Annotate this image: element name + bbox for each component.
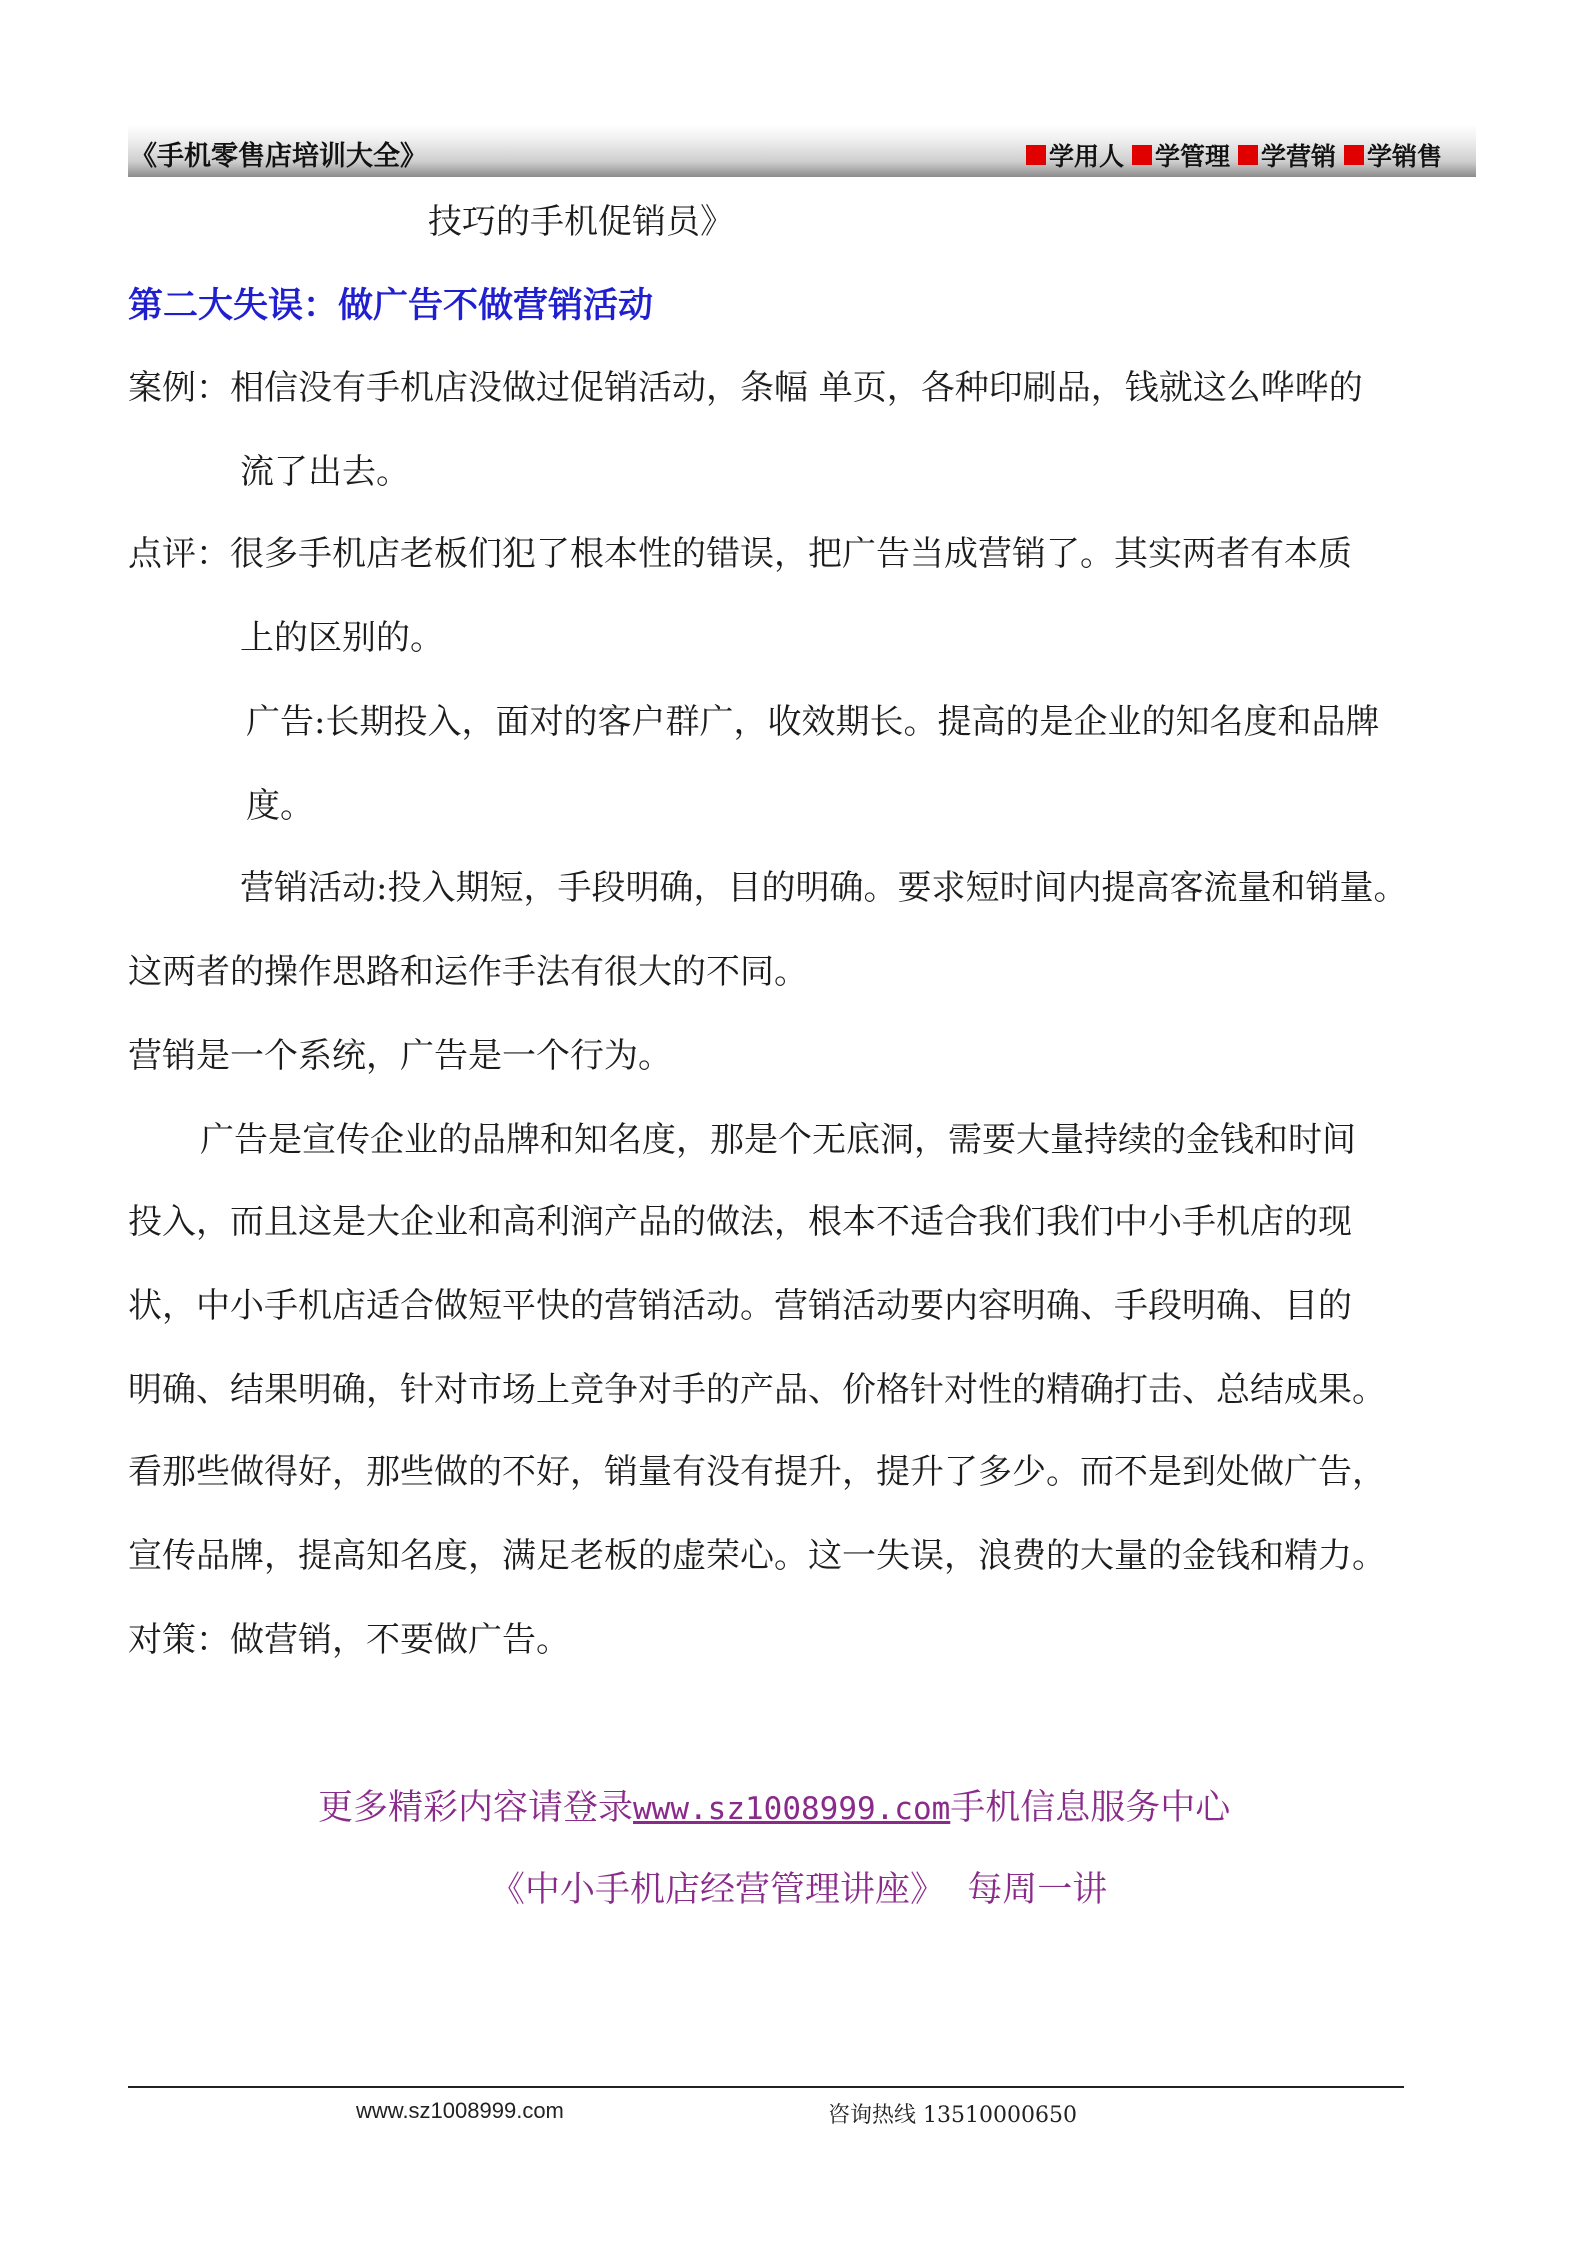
footer-website: www.sz1008999.com: [356, 2098, 564, 2123]
document-header: [128, 125, 1476, 177]
paragraph-line: 看那些做得好，那些做的不好，销量有没有提升，提升了多少。而不是到处做广告，: [128, 1452, 1386, 1492]
header-tag-label: 学用人: [1048, 142, 1124, 171]
promo-prefix: 更多精彩内容请登录: [318, 1788, 634, 1828]
paragraph-line: 广告是宣传企业的品牌和知名度，那是个无底洞，需要大量持续的金钱和时间: [200, 1120, 1356, 1160]
promo-line: [318, 1786, 1230, 1831]
header-tag-label: 学销售: [1366, 142, 1442, 171]
strategy-line: 对策：做营销，不要做广告。: [128, 1620, 570, 1660]
header-tag-marketing: [1238, 137, 1336, 173]
header-tags: [1018, 137, 1442, 173]
marketing-definition-line: 营销活动:投入期短，手段明确，目的明确。要求短时间内提高客流量和销量。: [240, 868, 1408, 908]
paragraph-line: 宣传品牌，提高知名度，满足老板的虚荣心。这一失误，浪费的大量的金钱和精力。: [128, 1536, 1386, 1576]
paragraph-line: 明确、结果明确，针对市场上竞争对手的产品、价格针对性的精确打击、总结成果。: [128, 1370, 1386, 1410]
paragraph-line: 投入，而且这是大企业和高利润产品的做法，根本不适合我们我们中小手机店的现: [128, 1202, 1352, 1242]
footer-hotline: 咨询热线 13510000650: [828, 2103, 1077, 2128]
continued-title: 技巧的手机促销员》: [428, 202, 734, 242]
header-tag-management: [1132, 137, 1230, 173]
footer-divider: [128, 2086, 1404, 2088]
review-line-2: 上的区别的。: [240, 618, 444, 658]
paragraph-line: 状，中小手机店适合做短平快的营销活动。营销活动要内容明确、手段明确、目的: [128, 1286, 1352, 1326]
case-line-1: 案例：相信没有手机店没做过促销活动，条幅 单页，各种印刷品，钱就这么哗哗的: [128, 368, 1363, 408]
header-tag-sales: [1344, 137, 1442, 173]
red-square-icon: [1344, 145, 1364, 165]
lecture-line: 《中小手机店经营管理讲座》 每周一讲: [490, 1870, 1108, 1910]
header-tag-label: 学营销: [1260, 142, 1336, 171]
difference-line: 这两者的操作思路和运作手法有很大的不同。: [128, 952, 808, 992]
header-tag-label: 学管理: [1154, 142, 1230, 171]
red-square-icon: [1132, 145, 1152, 165]
red-square-icon: [1026, 145, 1046, 165]
promo-suffix: 手机信息服务中心: [950, 1788, 1231, 1828]
section-heading: 第二大失误：做广告不做营销活动: [128, 285, 654, 326]
system-line: 营销是一个系统，广告是一个行为。: [128, 1036, 672, 1076]
header-title: 《手机零售店培训大全》: [130, 141, 427, 172]
header-tag-hire: [1026, 137, 1124, 173]
promo-website-link[interactable]: www.sz1008999.com: [633, 1791, 951, 1827]
ad-definition-line-2: 度。: [246, 786, 314, 826]
red-square-icon: [1238, 145, 1258, 165]
review-line-1: 点评：很多手机店老板们犯了根本性的错误，把广告当成营销了。其实两者有本质: [128, 534, 1352, 574]
case-line-2: 流了出去。: [240, 452, 410, 492]
ad-definition-line-1: 广告:长期投入，面对的客户群广，收效期长。提高的是企业的知名度和品牌: [246, 702, 1380, 742]
